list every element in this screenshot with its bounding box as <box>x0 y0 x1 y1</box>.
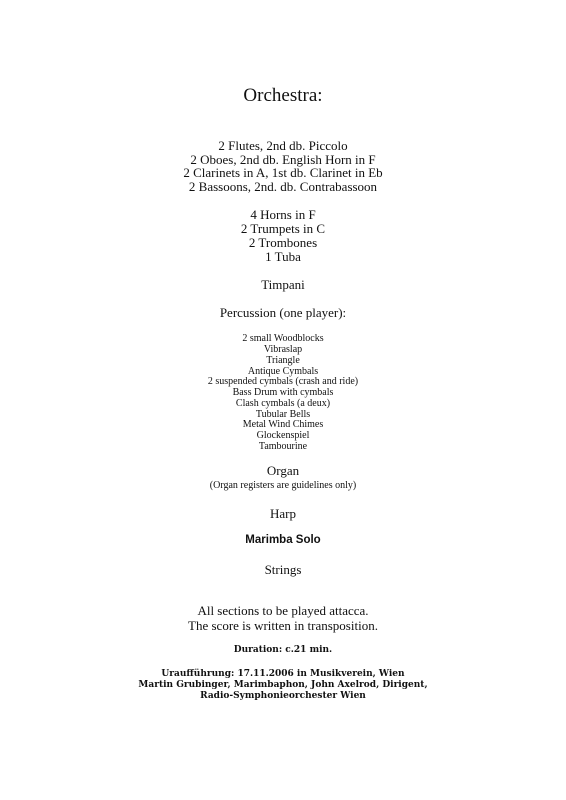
percussion-item: 2 suspended cymbals (crash and ride) <box>207 376 359 387</box>
brass-line: 2 Trumpets in C <box>240 221 326 236</box>
page-title: Orchestra: <box>243 85 323 106</box>
organ-label: Organ <box>266 463 300 478</box>
percussion-item: Metal Wind Chimes <box>242 419 324 430</box>
solo-instrument: Marimba Solo <box>245 534 321 546</box>
duration-line: Duration: c.21 min. <box>233 645 333 655</box>
performance-note: All sections to be played attacca. <box>197 603 369 618</box>
woodwind-line: 2 Oboes, 2nd db. English Horn in F <box>190 152 376 167</box>
brass-line: 4 Horns in F <box>250 207 316 222</box>
percussion-item: Glockenspiel <box>256 430 310 441</box>
timpani-line: Timpani <box>261 277 305 292</box>
percussion-item: Bass Drum with cymbals <box>232 387 334 398</box>
percussion-item: Antique Cymbals <box>247 366 319 377</box>
percussion-item: Tubular Bells <box>255 409 311 420</box>
performance-note: The score is written in transposition. <box>188 618 378 633</box>
premiere-line: Radio-Symphonieorchester Wien <box>200 691 366 701</box>
woodwind-line: 2 Bassoons, 2nd. db. Contrabassoon <box>188 179 378 194</box>
premiere-line: Martin Grubinger, Marimbaphon, John Axelrod, Dirigent, <box>138 680 428 690</box>
percussion-item: Tambourine <box>258 441 308 452</box>
percussion-item: Vibraslap <box>263 344 303 355</box>
brass-line: 2 Trombones <box>248 235 318 250</box>
percussion-item: Clash cymbals (a deux) <box>235 398 331 409</box>
premiere-line: Uraufführung: 17.11.2006 in Musikverein, Wien <box>161 669 405 679</box>
woodwind-line: 2 Flutes, 2nd db. Piccolo <box>218 138 348 153</box>
percussion-heading: Percussion (one player): <box>219 305 347 320</box>
organ-note: (Organ registers are guidelines only) <box>209 480 357 491</box>
percussion-item: Triangle <box>266 355 300 366</box>
brass-line: 1 Tuba <box>265 249 301 264</box>
strings-line: Strings <box>264 562 302 577</box>
percussion-item: 2 small Woodblocks <box>242 333 324 344</box>
harp-line: Harp <box>270 506 296 521</box>
woodwind-line: 2 Clarinets in A, 1st db. Clarinet in Eb <box>183 165 383 180</box>
